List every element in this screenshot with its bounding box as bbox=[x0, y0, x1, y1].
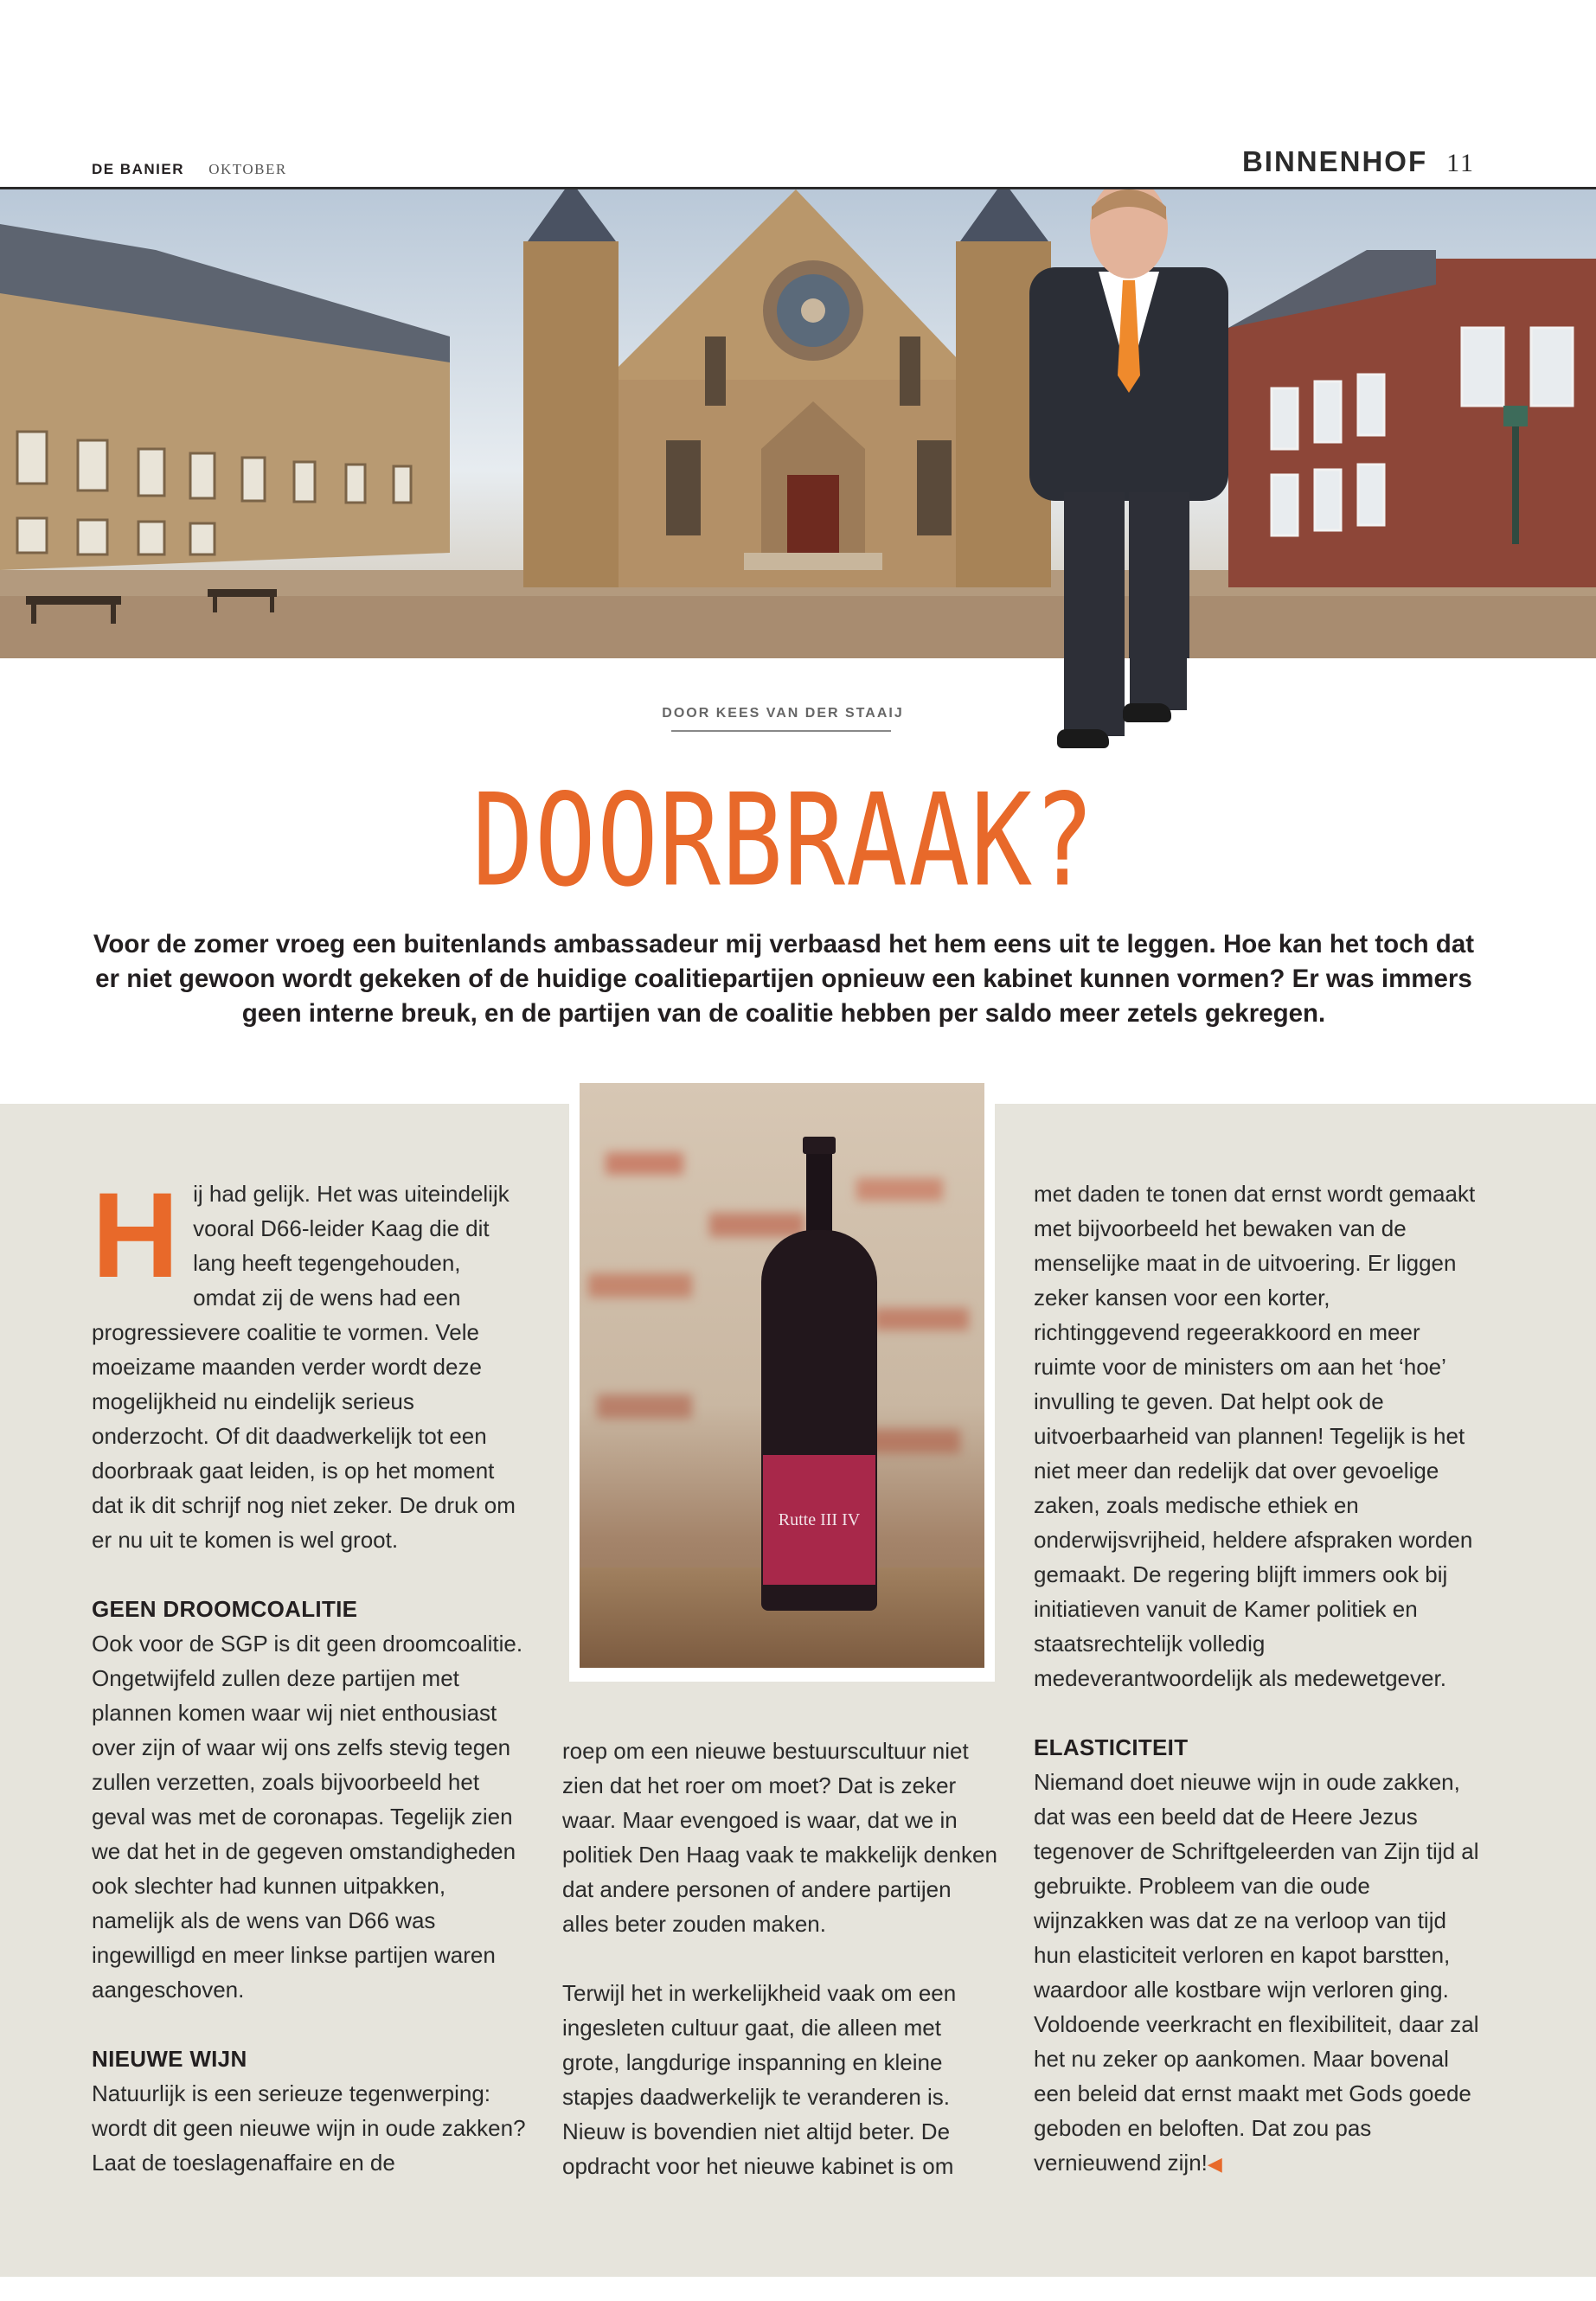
column-1 bbox=[92, 1167, 529, 2180]
byline-rule bbox=[671, 730, 891, 732]
column-3 bbox=[1034, 1176, 1479, 2182]
wine-bottle-photo bbox=[580, 1083, 984, 1668]
drop-cap: H bbox=[92, 1167, 180, 1303]
section-header bbox=[1242, 145, 1475, 178]
paragraph-cultuur: Terwijl het in werkelijkheid vaak om een ingesleten cultuur gaat, die alleen met grote, langdurige inspanning en kleine stapjes daadwerkelijk te veranderen is. Nieuw is bovendien niet altijd beter. De opdracht voor het nieuwe kabinet is om bbox=[562, 1980, 957, 2179]
paragraph-daden: met daden te tonen dat ernst wordt gemaakt met bijvoorbeeld het bewaken van de menselijke maat in de uitvoering. Er liggen zeker kansen voor een korter, richtinggevend regeerakkoord en meer ruimte voor de ministers om aan het ‘hoe’ invulling te geven. Dat helpt ook de uitvoerbaarheid van plannen! Tegelijk is het niet meer dan redelijk dat over gevoelige zaken, zoals medische ethiek en onderwijsvrijheid, heldere afspraken worden gemaakt. De regering blijft immers ook bij initiatieven vanuit de Kamer politiek en staatsrechtelijk volledig medeverantwoordelijk als medewetgever. bbox=[1034, 1181, 1476, 1691]
binnenhof-illustration bbox=[0, 189, 1596, 658]
article-title: DOORBRAAK? bbox=[471, 766, 1096, 915]
article-lead: Voor de zomer vroeg een buitenlands ambassadeur mij verbaasd het hem eens uit te leggen. Hoe kan het toch dat er niet gewoon wordt gekeken of de huidige coalitiepartijen opnieuw een kabinet kunnen vormen? Er was immers geen interne breuk, en de partijen van de coalitie hebben per saldo meer zetels gekregen. bbox=[93, 930, 1475, 1028]
subheading-elasticiteit: ELASTICITEIT bbox=[1034, 1734, 1189, 1760]
intro-text: ij had gelijk. Het was uiteindelijk vooral D66-leider Kaag die dit lang heeft tegengehouden, omdat zij de wens had een progressievere coalitie te vormen. Vele moeizame maanden verder wordt deze mogelijkheid nu eindelijk serieus onderzocht. Of dit daadwerkelijk tot een doorbraak gaat leiden, is op het moment dat ik dit schrijf nog niet zeker. De druk om er nu uit te komen is wel groot. bbox=[92, 1181, 516, 1553]
bottle-label bbox=[763, 1455, 875, 1585]
page-number: 11 bbox=[1446, 149, 1475, 177]
byline: DOOR KEES VAN DER STAAIJ bbox=[662, 706, 904, 721]
end-of-article-icon: ◀ bbox=[1207, 2153, 1222, 2175]
section-name: BINNENHOF bbox=[1241, 145, 1428, 177]
elasticiteit-text: Niemand doet nieuwe wijn in oude zakken, dat was een beeld dat de Heere Jezus tegenover de Schriftgeleerden van Zijn tijd al gebruikte. Probleem van die oude wijnzakken was dat ze na verloop van tijd hun elasticiteit verloren en kapot barstten, waardoor alle kostbare wijn verloren ging. Voldoende veerkracht en flexibiliteit, daar zal het nu zeker op aankomen. Maar bovenal een beleid dat ernst maakt met Gods goede geboden en beloften. Dat zou pas vernieuwend zijn! bbox=[1034, 1769, 1479, 2176]
header-rule bbox=[0, 187, 1596, 189]
running-header bbox=[92, 161, 287, 178]
subheading-geen-droomcoalitie: GEEN DROOMCOALITIE bbox=[92, 1596, 358, 1622]
paragraph-bestuurscultuur: roep om een nieuwe bestuurscultuur niet zien dat het roer om moet? Dat is zeker waar. Maar evengoed is waar, dat we in politiek Den Haag vaak te makkelijk denken dat andere personen of andere partijen alles beter zouden maken. bbox=[562, 1738, 997, 1937]
issue-month: OKTOBER bbox=[208, 161, 287, 177]
subheading-nieuwe-wijn: NIEUWE WIJN bbox=[92, 2046, 247, 2072]
person-legs-lower bbox=[1062, 658, 1192, 762]
paragraph-intro bbox=[92, 1167, 529, 1557]
column-2 bbox=[562, 1734, 1003, 2183]
hero-photo-binnenhof bbox=[0, 189, 1596, 658]
paragraph-droomcoalitie: Ook voor de SGP is dit geen droomcoalitie. Ongetwijfeld zullen deze partijen met plannen komen waar wij niet enthousiast over zijn of waar wij ons zelfs stevig tegen zullen verzetten, zoals bijvoorbeeld het geval was met de coronapas. Tegelijk zien we dat het in de gegeven omstandigheden ook slechter had kunnen uitpakken, namelijk als de wens van D66 was ingewilligd en meer linkse partijen waren aangeschoven. bbox=[92, 1631, 523, 2003]
bottle-label-text: Rutte III IV bbox=[778, 1509, 861, 1529]
paragraph-elasticiteit bbox=[1034, 1765, 1479, 2182]
publication-name: DE BANIER bbox=[92, 161, 185, 177]
paragraph-nieuwe-wijn: Natuurlijk is een serieuze tegenwerping: wordt dit geen nieuwe wijn in oude zakken? Laat de toeslagenaffaire en de bbox=[92, 2080, 526, 2176]
